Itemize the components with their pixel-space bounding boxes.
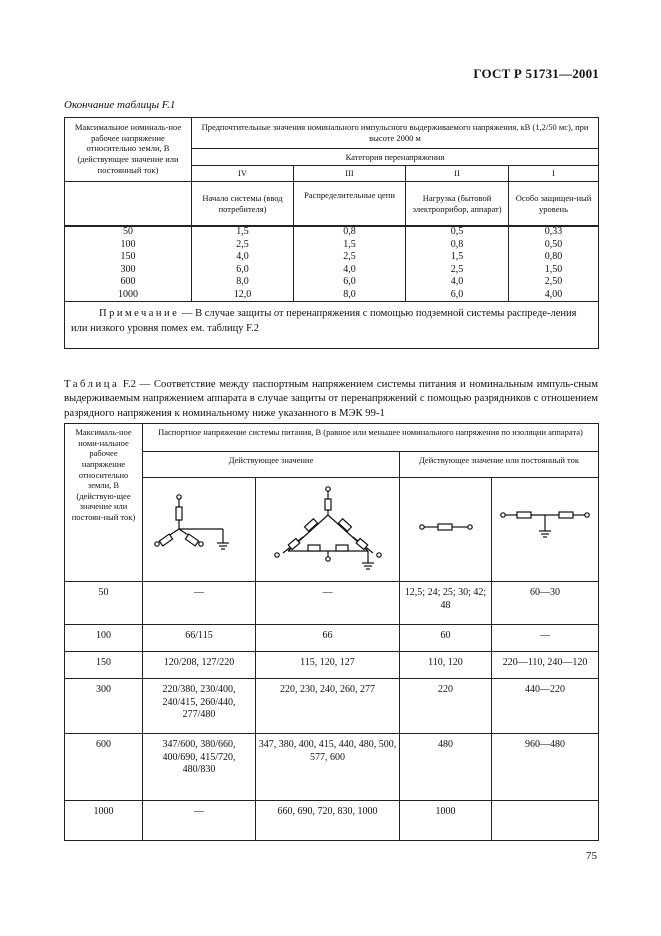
- t1-cell: 1000: [65, 289, 192, 302]
- t1-span-header: Предпочтительные значения номинального импульсного выдерживаемого напряжения, кВ (1,2/50 мс), при высоте 2000 м: [192, 118, 599, 149]
- t2-cell: —: [143, 801, 256, 841]
- t1-category-desc: Нагрузка (бытовой электроприбор, аппарат): [406, 182, 509, 226]
- t2-cell: 347/600, 380/660, 400/690, 415/720, 480/830: [143, 734, 256, 801]
- t2-cell: 440—220: [492, 679, 599, 734]
- t1-cell: 1,5: [406, 251, 509, 264]
- page-number: 75: [586, 850, 597, 862]
- t1-cell: 4,0: [406, 276, 509, 289]
- t1-cell: 0,5: [406, 226, 509, 239]
- t1-cell: 2,50: [509, 276, 599, 289]
- t1-cell: 6,0: [294, 276, 406, 289]
- t1-cell: 6,0: [192, 264, 294, 277]
- t1-cell: 12,0: [192, 289, 294, 302]
- t1-cell: 6,0: [406, 289, 509, 302]
- t2-cell: 660, 690, 720, 830, 1000: [256, 801, 400, 841]
- dc-three-wire-earthed-icon: [497, 505, 593, 549]
- t2-cell: 220—110, 240—120: [492, 652, 599, 679]
- t1-cell: 0,8: [406, 239, 509, 252]
- t1-cell: 0,50: [509, 239, 599, 252]
- dc-three-wire-diagram: [492, 478, 599, 582]
- table-f2: [64, 423, 599, 841]
- t1-category-desc: Особо защищен-ный уровень: [509, 182, 599, 226]
- dc-two-wire-icon: [416, 515, 476, 539]
- standard-header: ГОСТ Р 51731—2001: [473, 66, 599, 81]
- table-row: [65, 264, 599, 277]
- table-row: [65, 734, 599, 801]
- t2-cell: 347, 380, 400, 415, 440, 480, 500, 577, 600: [256, 734, 400, 801]
- t2-cell: 480: [400, 734, 492, 801]
- t1-cell: 150: [65, 251, 192, 264]
- table-row: [65, 251, 599, 264]
- table-row: [65, 679, 599, 734]
- t2-cell: —: [492, 625, 599, 652]
- t2-cell: 12,5; 24; 25; 30; 42; 48: [400, 582, 492, 625]
- t1-cell: 4,0: [192, 251, 294, 264]
- t1-cell: 2,5: [406, 264, 509, 277]
- t2-cell: 115, 120, 127: [256, 652, 400, 679]
- t2-span-header: Паспортное напряжение системы питания, В (равное или меньшее номинального напряжения по изоляции аппарата): [143, 424, 599, 452]
- t1-category: III: [294, 166, 406, 182]
- t1-cell: 1,50: [509, 264, 599, 277]
- note-label: Примечание: [99, 308, 180, 319]
- t1-cell: 4,0: [294, 264, 406, 277]
- t1-cell: 0,8: [294, 226, 406, 239]
- table-row: [65, 625, 599, 652]
- t2-cell: 66/115: [143, 625, 256, 652]
- t1-category: II: [406, 166, 509, 182]
- t1-category-desc: Распределительные цепи: [294, 182, 406, 226]
- t2-cell: 110, 120: [400, 652, 492, 679]
- t1-cell: 0,80: [509, 251, 599, 264]
- t2-cell: 960—480: [492, 734, 599, 801]
- table2-caption-text: F.2 — Соответствие между паспортным напряжением системы питания и номинальным импуль-сным выдерживаемым напряжением аппарата в случае защиты от перенапряжений с помощью разрядников с отношением разрядного напряжения к номинальному ниже указанного в МЭК 99-1: [64, 378, 598, 419]
- t1-cell: 300: [65, 264, 192, 277]
- t2-cell: 300: [65, 679, 143, 734]
- t1-cell: 1,5: [192, 226, 294, 239]
- t1-cell: 2,5: [294, 251, 406, 264]
- t2-cell: 66: [256, 625, 400, 652]
- t1-category-header: Категория перенапряжения: [192, 149, 599, 166]
- t2-dc-header: Действующее значение или постоянный ток: [400, 452, 599, 478]
- t1-cell: 50: [65, 226, 192, 239]
- t1-category-desc: Начало системы (ввод потребителя): [192, 182, 294, 226]
- table2-caption: [64, 377, 598, 420]
- t1-category: I: [509, 166, 599, 182]
- t1-cell: 4,00: [509, 289, 599, 302]
- t1-note: [65, 302, 599, 349]
- t2-cell: 220: [400, 679, 492, 734]
- table-row: [65, 289, 599, 302]
- table-row: [65, 276, 599, 289]
- t1-cell: 2,5: [192, 239, 294, 252]
- t1-cell: 8,0: [294, 289, 406, 302]
- delta-diagram: [256, 478, 400, 582]
- t2-cell: 1000: [65, 801, 143, 841]
- t2-cell: 60: [400, 625, 492, 652]
- note-text: — В случае защиты от перенапряжения с помощью подземной системы распреде-ления или низкого уровня помех ем. таблицу F.2: [71, 308, 577, 335]
- t2-col0-header: Максималь-ное номи-нальное рабочее напряжение относительно земли, В (действую-щее значение или постоян-ный ток): [65, 424, 143, 582]
- t2-cell: 60—30: [492, 582, 599, 625]
- delta-earthed-icon: [263, 481, 393, 573]
- dc-two-wire-diagram: [400, 478, 492, 582]
- t2-cell: [492, 801, 599, 841]
- t1-category: IV: [192, 166, 294, 182]
- t2-cell: 120/208, 127/220: [143, 652, 256, 679]
- t1-cell: 0,33: [509, 226, 599, 239]
- t2-cell: —: [143, 582, 256, 625]
- t1-cell: 8,0: [192, 276, 294, 289]
- t2-cell: 220, 230, 240, 260, 277: [256, 679, 400, 734]
- t1-cell: 100: [65, 239, 192, 252]
- table-row: [65, 226, 599, 239]
- table2-caption-label: Таблица: [64, 378, 120, 390]
- table-row: [65, 239, 599, 252]
- table-row: [65, 801, 599, 841]
- t2-cell: 100: [65, 625, 143, 652]
- star-wye-diagram: [143, 478, 256, 582]
- t2-cell: 600: [65, 734, 143, 801]
- table1-caption: Окончание таблицы F.1: [64, 99, 176, 111]
- t2-cell: 220/380, 230/400, 240/415, 260/440, 277/480: [143, 679, 256, 734]
- t2-cell: 1000: [400, 801, 492, 841]
- table-row: [65, 582, 599, 625]
- t2-cell: 50: [65, 582, 143, 625]
- table-row: [65, 652, 599, 679]
- t1-cell: 600: [65, 276, 192, 289]
- t1-col0-header: Максимальное номиналь-ное рабочее напряжение относительно земли, В (действующее значение или постоянный ток): [65, 118, 192, 182]
- table-f1: [64, 117, 599, 349]
- t2-cell: —: [256, 582, 400, 625]
- t2-ac-header: Действующее значение: [143, 452, 400, 478]
- t2-cell: 150: [65, 652, 143, 679]
- t1-cell: 1,5: [294, 239, 406, 252]
- wye-earthed-icon: [149, 487, 249, 567]
